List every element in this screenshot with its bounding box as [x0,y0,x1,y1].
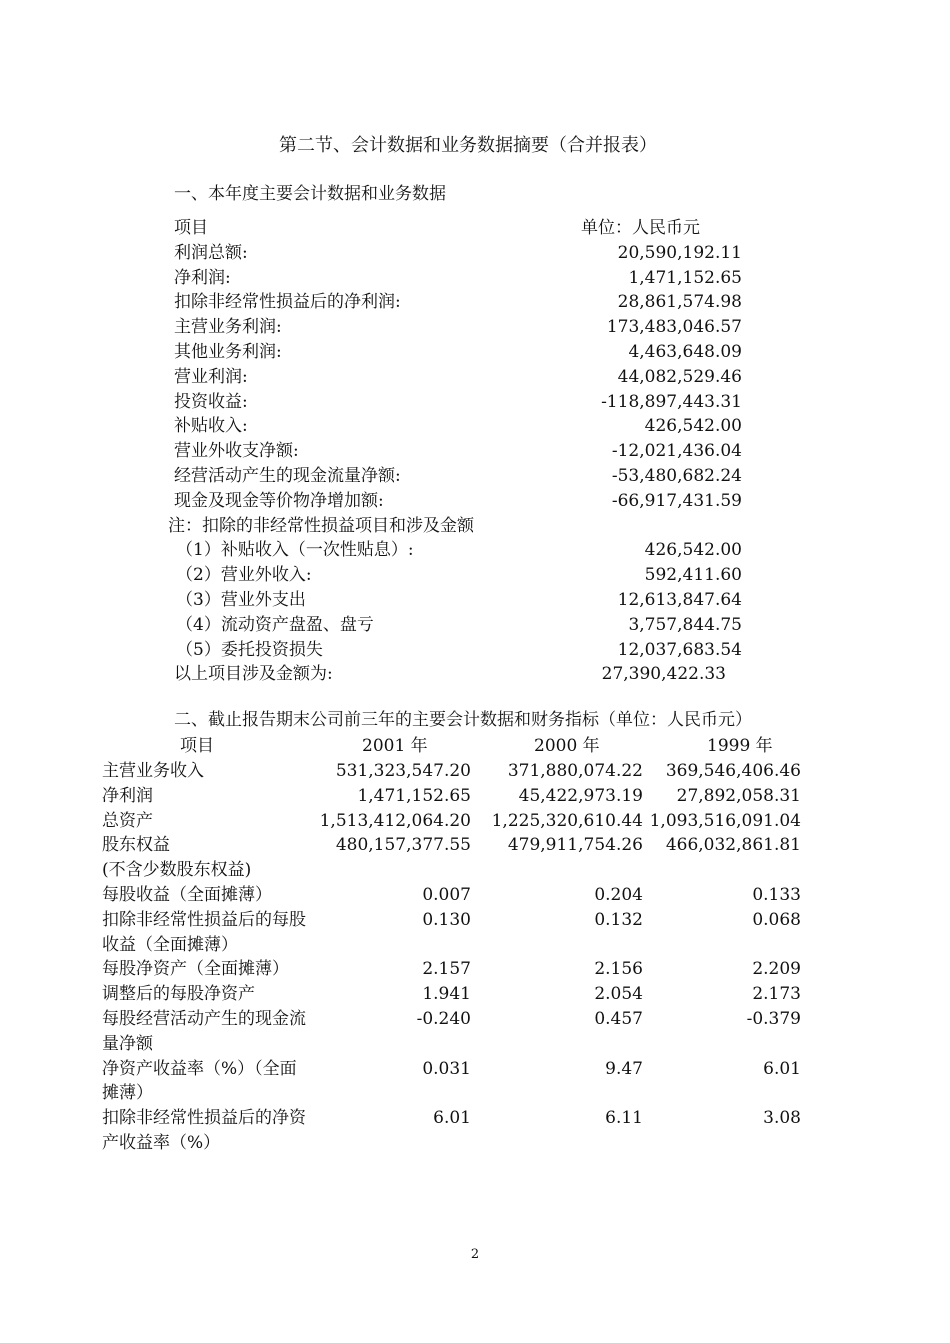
table-row [102,1007,822,1057]
row-label: 主营业务利润: [174,317,282,338]
value-2000: 1,225,320,610.44 [491,810,643,831]
value-2001: 1.941 [422,984,471,1005]
row-label: 总资产 [102,810,153,831]
row-label: (不含少数股东权益) [102,860,252,881]
table-row [174,538,754,563]
row-value: 20,590,192.11 [617,242,742,263]
table-row [174,315,754,340]
col-header-1999: 1999 年 [707,736,773,756]
row-value: 44,082,529.46 [617,366,742,387]
table-row [102,1057,822,1107]
table-row [174,439,754,464]
table-row [102,883,822,908]
value-2001: 531,323,547.20 [335,761,471,781]
total-value: 27,390,422.33 [601,664,726,685]
table-row [102,833,822,858]
value-2000: 479,911,754.26 [507,835,643,856]
row-value: 28,861,574.98 [617,292,742,313]
row-value: 173,483,046.57 [606,317,742,338]
row-label: 主营业务收入 [102,761,204,781]
value-1999: 466,032,861.81 [665,835,801,856]
row-label: 每股收益（全面摊薄） [102,884,272,905]
table-row [102,784,822,809]
table-row [102,858,822,883]
row-value: 426,542.00 [644,540,742,561]
section1-header-row [174,216,754,241]
note-row [168,514,754,539]
note-text: 注：扣除的非经常性损益项目和涉及金额 [168,515,474,536]
row-label: 营业外收支净额: [174,441,299,462]
value-2001: -0.240 [416,1008,471,1029]
table-row [174,464,754,489]
row-value: 592,411.60 [644,565,742,586]
row-label: 每股净资产（全面摊薄） [102,959,289,980]
row-value: 12,037,683.54 [617,639,742,660]
table-row [174,563,754,588]
value-2001: 2.157 [422,959,471,980]
section1-heading: 一、本年度主要会计数据和业务数据 [174,184,446,204]
value-1999: 0.068 [752,909,801,930]
value-2001: 6.01 [433,1108,471,1129]
value-2000: 0.132 [594,909,643,930]
section1-header-unit: 单位：人民币元 [581,218,700,238]
value-2000: 9.47 [605,1058,643,1079]
value-2000: 2.054 [594,984,643,1005]
value-1999: 0.133 [752,884,801,905]
table-row [174,390,754,415]
value-2001: 1,471,152.65 [357,785,471,806]
row-label: 其他业务利润: [174,341,282,362]
table-row [102,982,822,1007]
row-value: 1,471,152.65 [628,267,742,288]
value-2001: 0.130 [422,909,471,930]
row-label: 调整后的每股净资产 [102,984,255,1005]
value-2001: 1,513,412,064.20 [319,810,471,831]
row-label: 利润总额: [174,242,248,263]
row-label: 现金及现金等价物净增加额: [174,490,384,511]
page-number: 2 [470,1247,480,1262]
row-label: 补贴收入: [174,416,248,437]
page-title: 第二节、会计数据和业务数据摘要（合并报表） [279,135,657,156]
row-value: 4,463,648.09 [628,341,742,362]
value-2001: 0.031 [422,1058,471,1079]
value-1999: 27,892,058.31 [676,785,801,806]
row-label: 扣除非经常性损益后的每股收益（全面摊薄） [102,909,306,955]
row-label: 营业利润: [174,366,248,387]
table-row [174,340,754,365]
row-value: 426,542.00 [644,416,742,437]
value-1999: -0.379 [746,1008,801,1029]
section1-table [168,216,754,687]
value-2000: 0.457 [594,1008,643,1029]
value-1999: 2.209 [752,959,801,980]
value-2000: 371,880,074.22 [507,761,643,781]
row-label: 每股经营活动产生的现金流量净额 [102,1008,306,1054]
row-label: 经营活动产生的现金流量净额: [174,465,401,486]
value-1999: 6.01 [763,1058,801,1079]
value-2000: 45,422,973.19 [518,785,643,806]
row-label: 投资收益: [174,391,248,412]
value-1999: 369,546,406.46 [665,761,801,781]
table-row [174,365,754,390]
col-header-2000: 2000 年 [534,736,600,756]
table-row [102,759,822,784]
row-label: 净资产收益率（%）（全面摊薄） [102,1058,297,1104]
value-1999: 1,093,516,091.04 [649,810,801,831]
row-label: 净利润: [174,267,231,288]
section1-header-item: 项目 [174,218,208,238]
section2-table [102,734,822,1156]
row-label: （5）委托投资损失 [176,639,323,660]
table-row [174,266,754,291]
total-label: 以上项目涉及金额为: [174,664,333,685]
row-label: （2）营业外收入: [176,565,312,586]
row-value: 3,757,844.75 [628,614,742,635]
value-2000: 2.156 [594,959,643,980]
row-label: （4）流动资产盘盈、盘亏 [176,614,374,635]
value-2001: 480,157,377.55 [335,835,471,856]
row-value: 12,613,847.64 [617,589,742,610]
row-value: -53,480,682.24 [611,465,742,486]
col-header-item: 项目 [180,736,214,756]
table-row [102,957,822,982]
value-1999: 3.08 [763,1108,801,1129]
value-2001: 0.007 [422,884,471,905]
value-1999: 2.173 [752,984,801,1005]
table-row [102,908,822,958]
table-row [174,414,754,439]
table-row [102,1106,822,1156]
row-value: -66,917,431.59 [611,490,742,511]
row-value: -12,021,436.04 [611,441,742,462]
section2-header-row [102,734,822,759]
row-label: （1）补贴收入（一次性贴息）: [176,540,414,561]
section2-heading: 二、截止报告期末公司前三年的主要会计数据和财务指标（单位：人民币元） [174,710,752,730]
col-header-2001: 2001 年 [362,736,428,756]
value-2000: 0.204 [594,884,643,905]
total-row [174,662,754,687]
row-label: （3）营业外支出 [176,589,306,610]
table-row [174,489,754,514]
table-row [174,638,754,663]
row-label: 扣除非经常性损益后的净利润: [174,292,401,313]
row-label: 股东权益 [102,835,170,856]
row-label: 净利润 [102,785,153,806]
row-label: 扣除非经常性损益后的净资产收益率（%） [102,1108,306,1153]
table-row [174,290,754,315]
table-row [174,588,754,613]
table-row [174,613,754,638]
table-row [102,809,822,834]
table-row [174,241,754,266]
row-value: -118,897,443.31 [601,391,742,412]
value-2000: 6.11 [605,1108,643,1129]
